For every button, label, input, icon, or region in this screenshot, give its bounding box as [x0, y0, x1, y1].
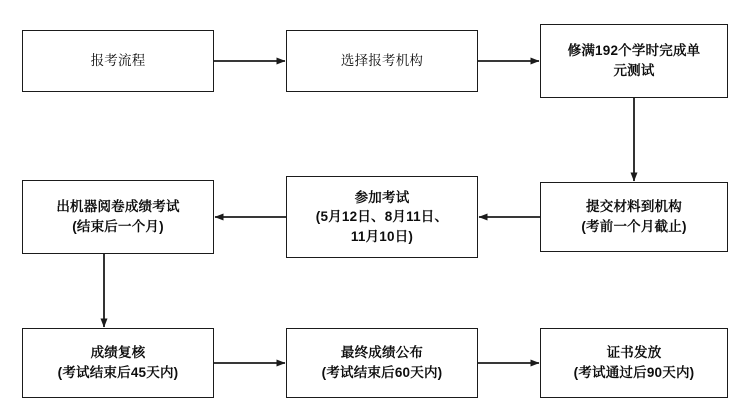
flow-node-n2[interactable] — [286, 30, 478, 92]
flow-node-label: 提交材料到机构 — [586, 199, 682, 215]
flow-node-label: 证书发放 — [606, 345, 662, 361]
flow-node-n4[interactable] — [540, 182, 728, 252]
flow-node-label: 11月10日) — [350, 228, 414, 244]
flow-node-n5[interactable] — [286, 176, 478, 258]
flow-node-label: 选择报考机构 — [340, 53, 424, 69]
flow-node-label: (5月12日、8月11日、 — [315, 209, 449, 225]
flow-node-label: 成绩复核 — [90, 345, 146, 361]
flow-node-n1[interactable] — [22, 30, 214, 92]
flow-node-label: 报考流程 — [90, 53, 146, 69]
flow-node-label: 最终成绩公布 — [340, 345, 424, 361]
flow-node-label: (结束后一个月) — [72, 219, 164, 234]
flow-node-label: (考前一个月截止) — [581, 219, 687, 234]
flow-node-label: 修满192个学时完成单 — [567, 43, 701, 59]
flow-node-label: (考试通过后90天内) — [573, 365, 695, 380]
flow-node-n8[interactable] — [286, 328, 478, 398]
flow-node-n3[interactable] — [540, 24, 728, 98]
flow-node-n6[interactable] — [22, 180, 214, 254]
flow-node-label: 参加考试 — [354, 189, 410, 205]
flow-node-label: 元测试 — [613, 63, 655, 78]
flow-node-label: (考试结束后45天内) — [57, 365, 179, 380]
flow-node-n9[interactable] — [540, 328, 728, 398]
flow-node-label: 出机器阅卷成绩考试 — [56, 199, 180, 215]
flow-node-n7[interactable] — [22, 328, 214, 398]
flow-node-label: (考试结束后60天内) — [321, 365, 443, 380]
